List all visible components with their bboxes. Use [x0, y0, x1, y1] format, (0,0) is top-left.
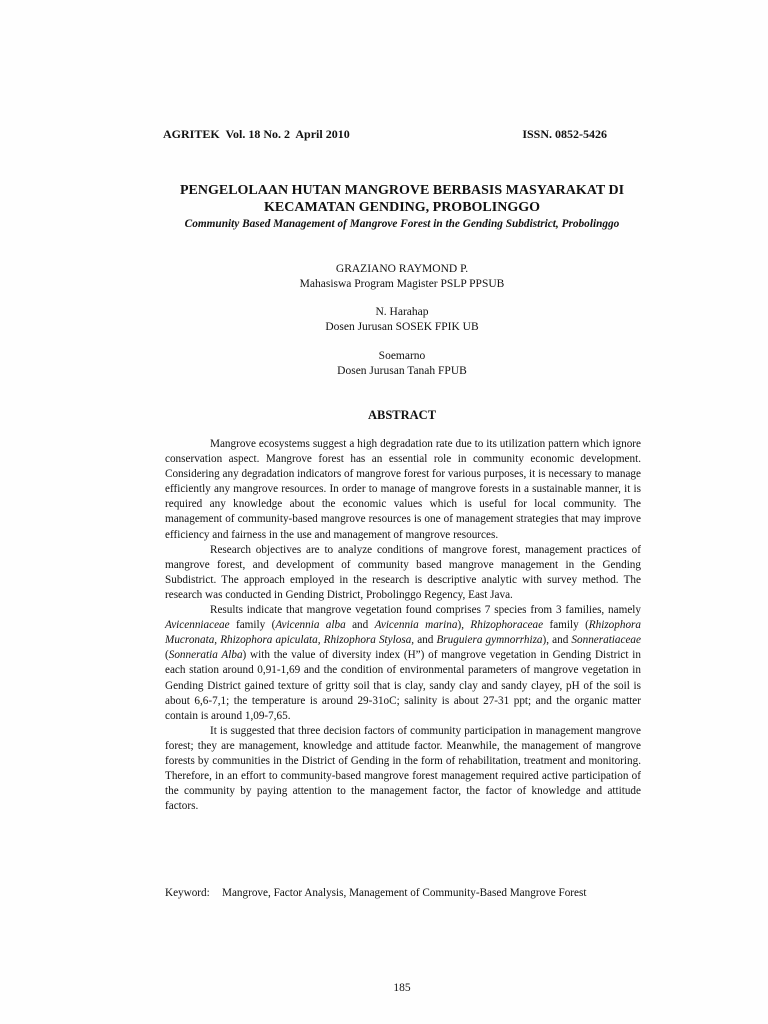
author-name: N. Harahap	[375, 306, 429, 318]
author-1	[150, 262, 654, 292]
paper-title	[150, 182, 654, 216]
species-name: Rhizophora Mucronata, Rhizophora apiculata, Rhizophora Stylosa,	[165, 619, 642, 647]
species-name: Avicennia alba	[275, 619, 346, 632]
title-line-1: PENGELOLAAN HUTAN MANGROVE BERBASIS MASYARAKAT DI	[179, 183, 625, 198]
text-run: ),	[457, 619, 471, 632]
keyword-label: Keyword:	[165, 887, 210, 899]
title-line-2: KECAMATAN GENDING, PROBOLINGGO	[264, 200, 540, 215]
author-2	[150, 305, 654, 335]
text-run: family (	[229, 619, 276, 632]
text-run: family (	[543, 619, 589, 632]
text-run: ) with the value of diversity index (H”) of mangrove vegetation in Gending District in each station around 0,91-1,69 and the condition of environmental parameters of mangrove vegetation in Gending District gained texture of gritty soil that is clay, sandy clay and sandy clayey, pH of the soil is about 6,6-7,1; the temperature is around 29-31oC; salinity is about 27-31 ppt; and the organic matter contain is around 1,09-7,65.	[165, 649, 641, 722]
author-3	[150, 349, 654, 379]
text-run: and	[414, 634, 437, 647]
issn: ISSN. 0852-5426	[522, 127, 607, 141]
species-name: Rhizophoraceae	[470, 619, 544, 632]
species-name: Sonneratia Alba	[168, 649, 243, 662]
text-run: Results indicate that mangrove vegetation found comprises 7 species from 3 families, namely	[210, 604, 641, 617]
page-number: 185	[393, 982, 411, 994]
author-affiliation: Dosen Jurusan SOSEK FPIK UB	[325, 321, 479, 333]
species-name: Sonneratiaceae	[571, 634, 641, 647]
species-name: Bruguiera gymnorrhiza	[436, 634, 543, 647]
keyword-text: Mangrove, Factor Analysis, Management of Community-Based Mangrove Forest	[222, 887, 587, 899]
abstract-paragraph-3	[165, 603, 641, 724]
species-name: Avicennia marina	[374, 619, 458, 632]
text-run: and	[345, 619, 375, 632]
abstract-heading: ABSTRACT	[367, 408, 437, 422]
abstract-paragraph-1: Mangrove ecosystems suggest a high degradation rate due to its utilization pattern which ignore conservation aspect. Mangrove forest has an essential role in community economic development. Considering any degradation indicators of mangrove forest for various purposes, it is necessary to manage efficiently any mangrove resources. In order to manage of mangrove forests in a sustainable manner, it is required any knowledge about the economic values which is useful for local community. The management of community-based mangrove resources is one of management strategies that may improve efficiency and fairness in the use and management of mangrove resources.	[165, 438, 641, 541]
running-header	[163, 127, 607, 142]
species-name: Avicenniaceae	[165, 619, 230, 632]
keywords	[165, 886, 641, 901]
text-run: (	[165, 649, 169, 662]
abstract-paragraph-4: It is suggested that three decision factors of community participation in management mangrove forest; they are management, knowledge and attitude factor. Meanwhile, the management of mangrove forests by communities in the District of Gending in the form of rehabilitation, treatment and monitoring. Therefore, in an effort to community-based mangrove forest management required active participation of the community by paying attention to the management factor, the factor of knowledge and attitude factors.	[165, 724, 641, 813]
author-affiliation: Mahasiswa Program Magister PSLP PPSUB	[299, 278, 505, 290]
journal-info: AGRITEK Vol. 18 No. 2 April 2010	[163, 127, 350, 141]
author-name: Soemarno	[378, 350, 426, 362]
abstract-body	[165, 437, 641, 814]
author-name: GRAZIANO RAYMOND P.	[335, 263, 469, 275]
text-run: ), and	[542, 634, 572, 647]
author-affiliation: Dosen Jurusan Tanah FPUB	[337, 365, 467, 377]
abstract-paragraph-2: Research objectives are to analyze conditions of mangrove forest, management practices of mangrove forest, and development of community based mangrove management in the Gending Subdistrict. The approach employed in the research is descriptive analytic with survey method. The research was conducted in Gending District, Probolinggo Regency, East Java.	[165, 543, 641, 601]
english-title: Community Based Management of Mangrove Forest in the Gending Subdistrict, Probolinggo	[184, 218, 620, 230]
